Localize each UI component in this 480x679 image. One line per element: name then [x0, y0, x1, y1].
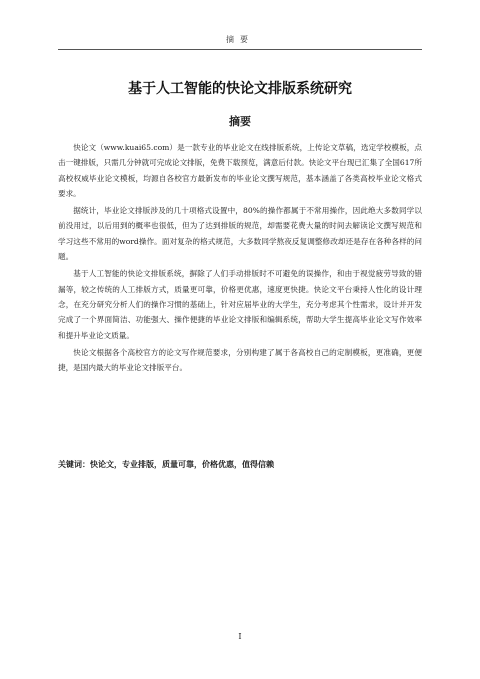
page-number: I [238, 632, 242, 641]
abstract-heading: 摘要 [229, 115, 251, 128]
abstract-paragraph-3: 基于人工智能的快论文排版系统，摒除了人们手动排版时不可避免的误操作，和由于视觉疲劳导致的错漏等，较之传统的人工排版方式，质量更可靠，价格更优惠，速度更快捷。快论文平台秉持人性化的设计理念，在充分研究分析人们的操作习惯的基础上，针对应届毕业的大学生，充分考虑其个性需求，设计并开发完成了一个界面简洁、功能强大、操作便捷的毕业论文排版和编辑系统，帮助大学生提高毕业论文写作效率和提升毕业论文质量。 [58, 269, 422, 340]
keywords-line: 关键词：快论文，专业排版，质量可靠，价格优惠，值得信赖 [58, 460, 274, 469]
abstract-paragraph-4: 快论文根据各个高校官方的论文写作规范要求，分别构建了属于各高校自己的定制模板，更准确，更便捷，是国内最大的毕业论文排版平台。 [58, 347, 422, 373]
abstract-body [58, 140, 422, 377]
abstract-paragraph-2: 据统计，毕业论文排版涉及的几十项格式设置中，80%的操作都属于不常用操作，因此绝大多数同学以前没用过，以后用到的概率也很低，但为了达到排版的规范，却需要花费大量的时间去解读论文撰写规范和学习这些不常用的word操作。面对复杂的格式规范，大多数同学熬夜反复调整修改却还是存在各种各样的问题。 [58, 206, 422, 262]
page-title: 基于人工智能的快论文排版系统研究 [128, 81, 352, 97]
running-header: 摘要 [58, 34, 422, 50]
abstract-paragraph-1: 快论文（www.kuai65.com）是一款专业的毕业论文在线排版系统，上传论文草稿，选定学校模板，点击一键排版，只需几分钟就可完成论文排版，免费下载预览，满意后付款。快论文平台现已汇集了全国617所高校权威毕业论文模板，均源自各校官方最新发布的毕业论文撰写规范，基本涵盖了各类高校毕业论文格式要求。 [58, 143, 422, 198]
